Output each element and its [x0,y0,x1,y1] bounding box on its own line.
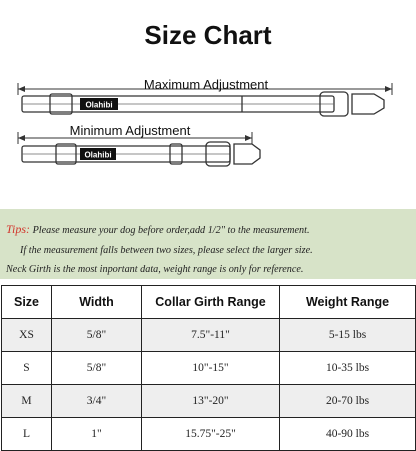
cell-weight: 40-90 lbs [280,418,416,451]
max-collar [22,92,384,116]
tips-label: Tips: [6,222,31,236]
tips-line-3: Neck Girth is the most inportant data, weight range is only for reference. [6,264,304,275]
cell-width: 1" [52,418,142,451]
brand-label-max: Olahibi [85,100,113,110]
cell-girth: 7.5"-11" [142,319,280,352]
cell-width: 5/8" [52,319,142,352]
header-girth: Collar Girth Range [142,286,280,319]
tips-line-2: If the measurement falls between two sizes, please select the larger size. [20,244,313,256]
header-weight: Weight Range [280,286,416,319]
table-row [2,319,416,352]
cell-width: 3/4" [52,385,142,418]
tips-text-1: Please measure your dog before order,add 1/2" to the measurement. [32,225,310,236]
table-row [2,385,416,418]
cell-size: M [2,385,52,418]
page-title: Size Chart [144,20,272,50]
cell-girth: 10"-15" [142,352,280,385]
tips-panel [0,209,416,279]
min-adjustment-label: Minimum Adjustment [69,123,191,138]
max-adjustment-label: Maximum Adjustment [143,77,269,92]
table-row [2,352,416,385]
buckle-icon [234,144,260,164]
collar-diagram [0,62,416,202]
cell-girth: 15.75"-25" [142,418,280,451]
table-header-row [2,286,416,319]
size-table [1,285,416,451]
cell-weight: 20-70 lbs [280,385,416,418]
cell-width: 5/8" [52,352,142,385]
table-row [2,418,416,451]
header-width: Width [52,286,142,319]
brand-label-min: Olahibi [84,150,112,160]
tips-line-1 [6,220,412,241]
min-collar [22,142,260,166]
cell-weight: 10-35 lbs [280,352,416,385]
cell-size: L [2,418,52,451]
cell-size: S [2,352,52,385]
cell-size: XS [2,319,52,352]
cell-girth: 13"-20" [142,385,280,418]
cell-weight: 5-15 lbs [280,319,416,352]
buckle-icon [352,94,384,114]
header-size: Size [2,286,52,319]
